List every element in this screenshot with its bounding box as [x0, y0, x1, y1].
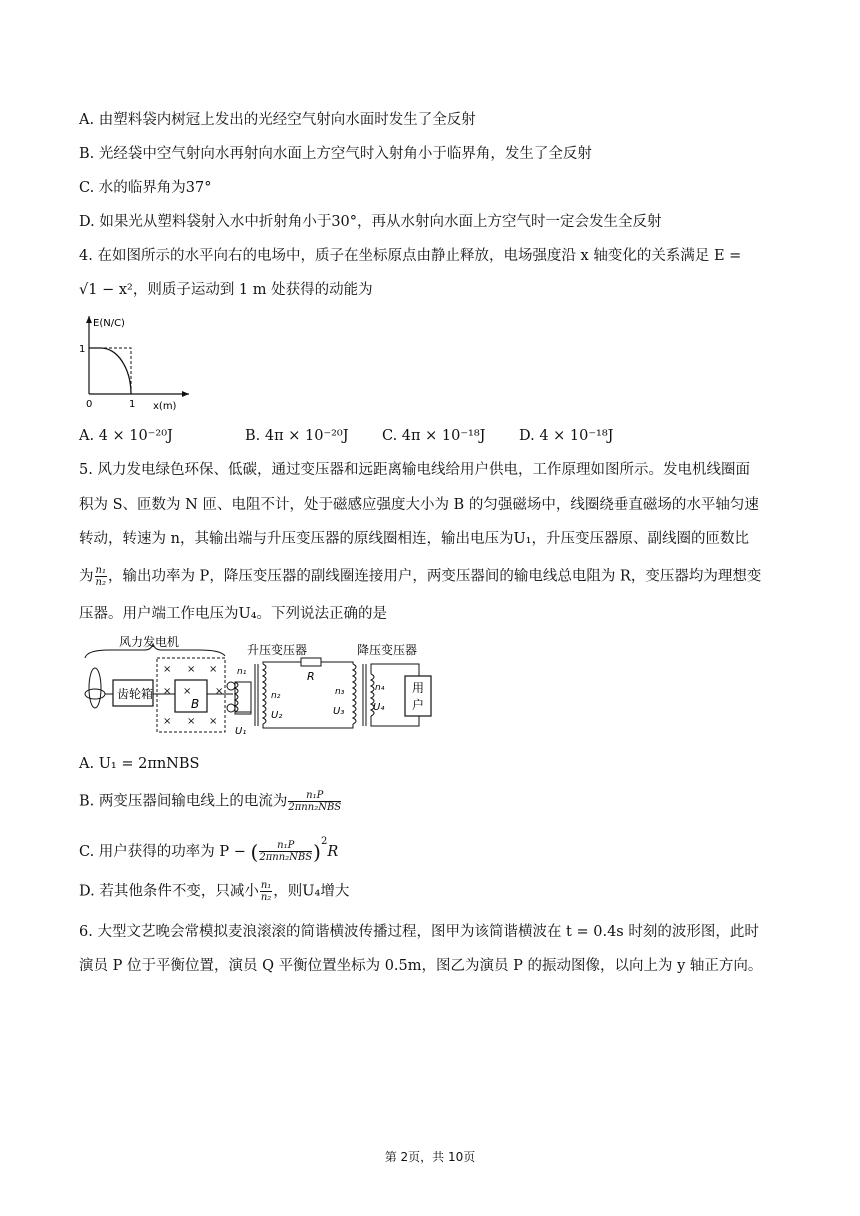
- q5-c-paren-open: (: [250, 839, 259, 864]
- q4-choice-b: B. 4π × 10⁻²⁰J: [245, 428, 349, 444]
- q3-option-d: D. 如果光从塑料袋射入水中折射角小于30°，再从水射向水面上方空气时一定会发生全反射: [79, 214, 662, 230]
- q5-ratio-den: n₂: [95, 577, 106, 588]
- q5-stem-line3: 转动，转速为 n，其输出端与升压变压器的原线圈相连，输出电压为U₁，升压变压器原、副线圈的匝数比: [79, 531, 749, 547]
- line-top-right: [321, 662, 353, 664]
- q4-stem-line2: √1 − x²，则质子运动到 1 m 处获得的动能为: [79, 282, 373, 298]
- user-label-2: 户: [412, 698, 425, 712]
- svg-text:×: ×: [163, 716, 172, 727]
- q4-stem-line1: 4. 在如图所示的水平向右的电场中，质子在坐标原点由静止释放，电场强度沿 x 轴变化的关系满足 E =: [79, 248, 742, 264]
- q4-curve: [89, 348, 131, 394]
- U1-label: U₁: [235, 726, 247, 737]
- R-label: R: [307, 670, 315, 683]
- svg-text:×: ×: [187, 716, 196, 727]
- svg-text:×: ×: [209, 664, 218, 675]
- stepup-secondary: [263, 664, 266, 724]
- q5-c-text: C. 用户获得的功率为 P −: [79, 843, 246, 860]
- user-label: 用户: [79, 634, 81, 635]
- q5-c-paren-close: ): [313, 839, 321, 864]
- q4-xlabel: x(m): [153, 401, 177, 412]
- slip-ring-2: [227, 704, 235, 712]
- q5-c-R: R: [327, 843, 339, 860]
- q5-option-a: A. U₁ = 2πnNBS: [79, 756, 200, 772]
- user-line-top: [371, 664, 419, 676]
- q4-choice-c: C. 4π × 10⁻¹⁸J: [382, 428, 486, 444]
- n3-label: n₃: [335, 687, 345, 697]
- U3-label: U₃: [333, 706, 345, 717]
- U4-label: U₄: [373, 702, 385, 713]
- page-footer: 第 2页，共 10页: [384, 1150, 476, 1164]
- q5-b-text: B. 两变压器间输电线上的电流为: [79, 793, 288, 810]
- n1-label: n₁: [237, 667, 247, 677]
- q5-stem-line2: 积为 S、匝数为 N 匝、电阻不计，处于磁感应强度大小为 B 的匀强磁场中，线圈绕垂直磁场的水平轴匀速: [79, 497, 759, 513]
- q6-stem-line2: 演员 P 位于平衡位置，演员 Q 平衡位置坐标为 0.5m，图乙为演员 P 的振动图像，以向上为 y 轴正方向。: [79, 958, 763, 974]
- user-label-1: 用: [412, 681, 425, 695]
- q4-choice-d: D. 4 × 10⁻¹⁸J: [519, 428, 614, 444]
- q5-line4-post: ，输出功率为 P，降压变压器的副线圈连接用户，两变压器间的输电线总电阻为 R，变压器均为理想变: [107, 568, 762, 585]
- line-bottom: [263, 724, 353, 728]
- q5-circuit-diagram: [79, 634, 439, 742]
- q5-b-fraction: [288, 790, 341, 813]
- svg-text:×: ×: [187, 664, 196, 675]
- q5-option-b: [79, 790, 342, 813]
- q5-line4-pre: 为: [79, 568, 94, 585]
- q6-stem-line1: 6. 大型文艺晚会常模拟麦浪滚滚的简谐横波传播过程，图甲为该简谐横波在 t = 0.4s 时刻的波形图，此时: [79, 924, 759, 940]
- q4-choice-a: A. 4 × 10⁻²⁰J: [79, 428, 173, 444]
- q3-option-c: C. 水的临界角为37°: [79, 180, 212, 196]
- svg-text:×: ×: [163, 664, 172, 675]
- svg-text:×: ×: [163, 686, 172, 697]
- q5-d-post: ，则U₄增大: [273, 883, 350, 900]
- turbine-hub: [85, 689, 105, 699]
- q5-stem-line4: [79, 565, 761, 588]
- field-crosses: [163, 664, 223, 727]
- resistor-R: [301, 658, 321, 666]
- svg-text:×: ×: [209, 716, 218, 727]
- stepup-label: 升压变压器: [247, 643, 308, 657]
- q4-x-tick: 1: [129, 399, 136, 410]
- q5-b-num: n₁P: [288, 790, 341, 802]
- q4-graph: [79, 310, 199, 414]
- q5-option-c: [79, 838, 338, 863]
- q5-d-text: D. 若其他条件不变，只减小: [79, 883, 259, 900]
- q3-option-b: B. 光经袋中空气射向水再射向水面上方空气时入射角小于临界角，发生了全反射: [79, 146, 592, 162]
- user-line-bottom: [371, 716, 419, 726]
- q5-c-fraction: [259, 840, 312, 863]
- q5-option-d: [79, 880, 349, 903]
- slip-ring-1: [227, 682, 235, 690]
- q5-c-num: n₁P: [259, 840, 312, 852]
- q5-c-square: 2: [320, 836, 328, 847]
- q5-d-den: n₂: [260, 892, 272, 903]
- gearbox-label: 齿轮箱: [117, 687, 154, 701]
- q5-d-num: n₁: [260, 880, 272, 891]
- n2-label: n₂: [271, 691, 281, 701]
- q5-stem-line1: 5. 风力发电绿色环保、低碳，通过变压器和远距离输电线给用户供电，工作原理如图所示。发电机线圈面: [79, 462, 750, 478]
- q4-x-arrow: [182, 391, 189, 397]
- q5-stem-line5: 压器。用户端工作电压为U₄。下列说法正确的是: [79, 606, 388, 622]
- q5-ratio-num: n₁: [95, 565, 106, 576]
- q4-ylabel: E(N/C): [93, 318, 125, 329]
- q4-dashed-box: [89, 348, 131, 394]
- field-B-label: B: [191, 697, 200, 711]
- U2-label: U₂: [271, 710, 283, 721]
- q4-origin: 0: [86, 399, 93, 410]
- line-top-left: [263, 662, 301, 664]
- stepdown-label: 降压变压器: [357, 643, 418, 657]
- n4-label: n₄: [375, 683, 385, 693]
- stepup-primary: [235, 682, 251, 712]
- generator-label: 风力发电机: [119, 635, 180, 649]
- q4-y-tick: 1: [79, 344, 86, 355]
- q5-c-den: 2πnn₂NBS: [259, 852, 313, 864]
- svg-text:×: ×: [215, 686, 224, 697]
- q5-b-den: 2πnn₂NBS: [288, 802, 342, 813]
- svg-text:×: ×: [183, 686, 192, 697]
- q5-ratio-fraction: [95, 565, 107, 588]
- q4-y-arrow: [86, 316, 92, 323]
- q5-d-fraction: [260, 880, 272, 903]
- turbine-blade-top: [89, 668, 101, 708]
- q3-option-a: A. 由塑料袋内树冠上发出的光经空气射向水面时发生了全反射: [79, 112, 476, 128]
- stepdown-primary: [353, 664, 356, 724]
